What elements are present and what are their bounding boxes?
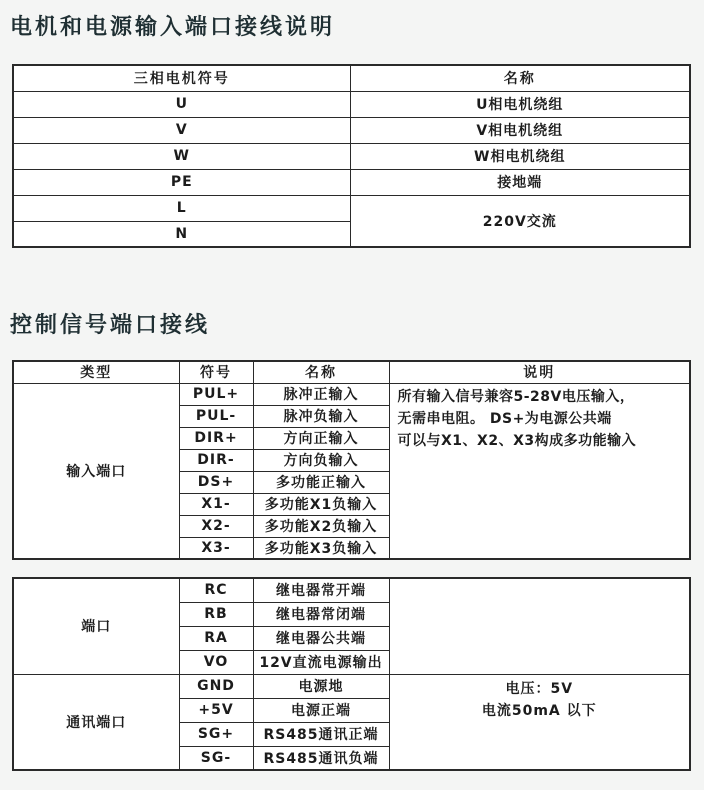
symbol-cell: RB — [179, 602, 253, 626]
description-line: 所有输入信号兼容5-28V电压输入， — [397, 388, 635, 405]
name-cell: 电源正端 — [253, 698, 389, 722]
symbol-cell: RC — [179, 578, 253, 602]
name-cell: 电源地 — [253, 674, 389, 698]
symbol-cell: V — [13, 117, 350, 143]
header-description: 说明 — [389, 361, 690, 383]
name-cell: 继电器常开端 — [253, 578, 389, 602]
header-name: 名称 — [350, 65, 690, 91]
symbol-cell: DS+ — [179, 471, 253, 493]
name-cell: 12V直流电源输出 — [253, 650, 389, 674]
input-description — [389, 383, 690, 559]
table-header-row — [13, 65, 690, 91]
table-row — [13, 195, 690, 221]
relay-description-empty — [389, 578, 690, 674]
table-row — [13, 578, 690, 602]
description-line: 无需串电阻。 DS+为电源公共端 — [397, 410, 612, 427]
symbol-cell: VO — [179, 650, 253, 674]
input-port-label: 输入端口 — [13, 383, 179, 559]
name-cell: RS485通讯负端 — [253, 746, 389, 770]
control-signal-table — [12, 360, 691, 560]
name-cell: U相电机绕组 — [350, 91, 690, 117]
control-signal-heading: 控制信号端口接线 — [10, 313, 211, 338]
symbol-cell: RA — [179, 626, 253, 650]
relay-comm-table — [12, 577, 691, 771]
description-line: 电压：5V — [505, 680, 574, 697]
symbol-cell: W — [13, 143, 350, 169]
name-cell: W相电机绕组 — [350, 143, 690, 169]
symbol-cell: SG- — [179, 746, 253, 770]
name-cell: 继电器公共端 — [253, 626, 389, 650]
table-row — [13, 91, 690, 117]
relay-port-label: 端口 — [13, 578, 179, 674]
symbol-cell: L — [13, 195, 350, 221]
table-row — [13, 674, 690, 698]
name-cell-ac: 220V交流 — [350, 195, 690, 247]
table-row — [13, 117, 690, 143]
symbol-cell: PUL+ — [179, 383, 253, 405]
name-cell: 接地端 — [350, 169, 690, 195]
name-cell: RS485通讯正端 — [253, 722, 389, 746]
comm-port-label: 通讯端口 — [13, 674, 179, 770]
name-cell: 多功能X2负输入 — [253, 515, 389, 537]
symbol-cell: PE — [13, 169, 350, 195]
name-cell: 多功能正输入 — [253, 471, 389, 493]
name-cell: 多功能X1负输入 — [253, 493, 389, 515]
name-cell: 脉冲正输入 — [253, 383, 389, 405]
header-motor-symbol: 三相电机符号 — [13, 65, 350, 91]
comm-description — [389, 674, 690, 770]
symbol-cell: PUL- — [179, 405, 253, 427]
motor-power-heading: 电机和电源输入端口接线说明 — [10, 15, 336, 40]
header-type: 类型 — [13, 361, 179, 383]
symbol-cell: X3- — [179, 537, 253, 559]
symbol-cell: X2- — [179, 515, 253, 537]
header-name: 名称 — [253, 361, 389, 383]
description-line: 可以与X1、X2、X3构成多功能输入 — [397, 432, 637, 449]
symbol-cell: DIR+ — [179, 427, 253, 449]
symbol-cell: X1- — [179, 493, 253, 515]
symbol-cell: N — [13, 221, 350, 247]
name-cell: 脉冲负输入 — [253, 405, 389, 427]
symbol-cell: SG+ — [179, 722, 253, 746]
symbol-cell: DIR- — [179, 449, 253, 471]
table-header-row — [13, 361, 690, 383]
symbol-cell: U — [13, 91, 350, 117]
table-row — [13, 169, 690, 195]
table-row — [13, 143, 690, 169]
name-cell: 方向正输入 — [253, 427, 389, 449]
symbol-cell: +5V — [179, 698, 253, 722]
name-cell: V相电机绕组 — [350, 117, 690, 143]
motor-power-table — [12, 64, 691, 248]
header-symbol: 符号 — [179, 361, 253, 383]
description-line: 电流50mA 以下 — [481, 702, 597, 719]
name-cell: 方向负输入 — [253, 449, 389, 471]
symbol-cell: GND — [179, 674, 253, 698]
name-cell: 继电器常闭端 — [253, 602, 389, 626]
name-cell: 多功能X3负输入 — [253, 537, 389, 559]
table-row — [13, 383, 690, 405]
